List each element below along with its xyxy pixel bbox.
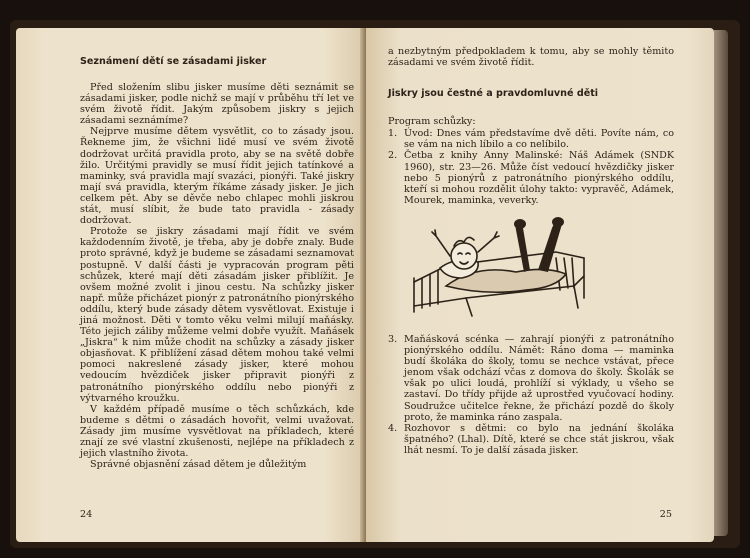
left-page [16, 28, 366, 542]
program-item [388, 334, 674, 423]
right-intro-text: a nezbytným předpokladem k tomu, aby se mohly těmito zásadami ve svém životě řídit. [388, 46, 674, 69]
program-item-text: Četba z knihy Anny Malinské: Náš Adámek (SNDK 1960), str. 23—26. Může číst vedoucí hvězdičky jisker nebo 5 pionýrů z patronátního pionýrského oddílu, kteří si mohou rozdělit úlohy takto: vypravěč, Adámek, Mourek, maminka, veverky. [404, 150, 674, 206]
program-label: Program schůzky: [388, 116, 476, 128]
program-item-number: 2. [388, 150, 398, 162]
right-page-heading: Jiskry jsou čestné a pravdomluvné děti [388, 88, 599, 100]
program-item [388, 150, 674, 205]
right-page-number: 25 [659, 509, 672, 520]
program-item-text: Rozhovor s dětmi: co bylo na jednání školáka špatného? (Lhal). Dítě, které se chce stát jiskrou, však lhát nesmí. To je další zásada jisker. [404, 422, 674, 456]
program-item [388, 423, 674, 456]
left-paragraph-1: Před složením slibu jisker musíme děti seznámit se zásadami jisker, podle nichž se mají v průběhu tří let ve svém životě řídit. Jakým způsobem jiskry s jejich zásadami seznámíme? [80, 82, 354, 127]
program-item-text: Maňásková scénka — zahrají pionýři z patronátního pionýrského oddílu. Námět: Ráno doma — maminka budí školáka do školy, tomu se nechce vstávat, přece jenom však odchází včas z domova do školy. Školák se však po ulici loudá, prohlíží si výklady, u všeho se zastaví. Do třídy přijde až uprostřed vyučovací hodiny. Soudružce učitelce řekne, že přichází pozdě do školy proto, že maminka ráno zaspala. [404, 333, 674, 423]
leg-icon [516, 222, 530, 272]
left-paragraph-4: V každém případě musíme o těch schůzkách, kde budeme s dětmi o zásadách hovořit, velmi uvažovat. Zásady jim musíme vysvětlovat na příkladech, které znají ze své vlastní zkušenosti, nejlépe na příkladech z jejich vlastního života. [80, 403, 354, 460]
program-item [388, 128, 674, 150]
book-right-edge [714, 30, 728, 536]
left-paragraph-3: Protože se jiskry zásadami mají řídit ve svém každodenním životě, je třeba, aby je dobře znaly. Bude proto správné, když je budeme se zásadami seznamovat postupně. V další části je vypracován program pěti schůzek, které mají děti zásadám jisker přiblížit. Je ovšem možné zvolit i jinou cestu. Na schůzky jisker např. může přicházet pionýr z patronátního pionýrského oddílu, který bude zásady dětem vysvětlovat. Existuje i jiná možnost. Děti v tomto věku velmi milují maňásky. Této jejich záliby můžeme velmi dobře využít. Maňásek „Jiskra“ k nim může chodit na schůzky a zásady jisker objasňovat. K přiblížení zásad dětem mohou také velmi pomoci nakreslené zásady jisker, které mohou vedoucím hvězdiček jisker připravit pionýři z patronátního pionýrského oddílu nebo pionýři z výtvarného kroužku. [80, 226, 354, 404]
program-item-number: 4. [388, 422, 398, 434]
program-item-number: 1. [388, 128, 398, 140]
program-item-number: 3. [388, 333, 398, 345]
right-page [366, 28, 714, 542]
program-list-top [388, 128, 674, 206]
left-page-number: 24 [80, 509, 93, 520]
left-page-heading: Seznámení dětí se zásadami jisker [80, 56, 267, 67]
program-item-text: Úvod: Dnes vám představíme dvě děti. Povíte nám, co se vám na nich líbilo a co nelíbilo. [404, 128, 674, 151]
program-list-bottom [388, 334, 674, 456]
left-paragraph-2: Nejprve musíme dětem vysvětlit, co to zásady jsou. Řekneme jim, že všichni lidé musí ve svém životě dodržovat určitá pravidla proto, aby se na světě dobře žilo. Určitými pravidly se musí řídit jejich tatínkové a maminky, svá pravidla mají svazáci, pionýři. Také jiskry mají svá pravidla, kterým říkáme zásady jisker. Je jich celkem pět. Aby se děvče nebo chlapec mohli jiskrou stát, musí slíbit, že bude tato pravidla - zásady dodržovat. [80, 126, 354, 227]
left-paragraph-5: Správné objasnění zásad dětem je důležitým [90, 459, 307, 471]
child-in-bed-illustration [406, 216, 596, 320]
